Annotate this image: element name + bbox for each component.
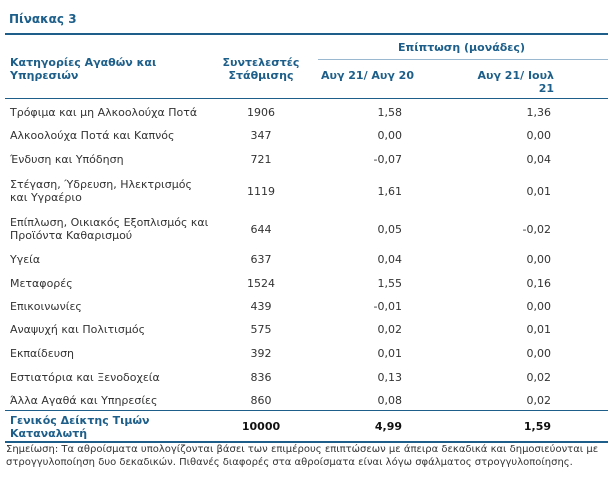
row-impact-yoy: 0,13 [377, 370, 402, 384]
row-category: Επίπλωση, Οικιακός Εξοπλισμός και Προϊόντα Καθαρισμού [10, 216, 209, 242]
row-category: Μεταφορές [10, 276, 73, 290]
row-impact-yoy: -0,01 [373, 299, 402, 313]
header-col1: Αυγ 21/ Αυγ 20 [321, 69, 414, 82]
total-weight: 10000 [241, 420, 281, 433]
table-title: Πίνακας 3 [9, 12, 77, 26]
row-impact-mom: 1,36 [526, 105, 551, 119]
row-impact-yoy: 0,02 [377, 322, 402, 336]
table-row [0, 295, 616, 317]
total-category: Γενικός Δείκτης Τιμών Καταναλωτή [10, 413, 150, 440]
row-weight: 721 [250, 152, 272, 166]
row-impact-yoy: 0,08 [377, 393, 402, 407]
row-category: Αλκοολούχα Ποτά και Καπνός [10, 128, 175, 142]
row-impact-mom: 0,02 [526, 370, 551, 384]
row-weight: 1906 [247, 105, 275, 119]
row-impact-mom: 0,00 [526, 346, 551, 360]
row-weight: 836 [250, 370, 272, 384]
footnote: Σημείωση: Τα αθροίσματα υπολογίζονται βάσει των επιμέρους επιπτώσεων με άπειρα δεκαδικά και δημοσιεύονται με στρογγυλοποίηση δυο δεκαδικών. Πιθανές διαφορές στα αθροίσματα είναι λόγω σφάλματος στρογγυλοποίησης. [6, 444, 599, 468]
total-impact-yoy: 4,99 [374, 420, 402, 433]
row-impact-mom: 0,00 [526, 299, 551, 313]
row-impact-mom: 0,01 [526, 322, 551, 336]
row-weight: 347 [250, 128, 272, 142]
row-impact-mom: 0,16 [526, 276, 551, 290]
row-impact-yoy: 0,00 [377, 128, 402, 142]
table-row [0, 342, 616, 364]
table-row [0, 148, 616, 170]
total-rule [5, 410, 608, 411]
table-row [0, 101, 616, 123]
row-impact-yoy: 0,04 [377, 252, 402, 266]
row-weight: 644 [250, 222, 272, 236]
table-row [0, 318, 616, 340]
row-category: Στέγαση, Ύδρευση, Ηλεκτρισμός και Υγραέριο [10, 178, 192, 204]
row-category: Υγεία [10, 252, 41, 266]
row-impact-mom: 0,01 [526, 184, 551, 198]
total-row [0, 412, 616, 441]
table-row [0, 272, 616, 294]
total-impact-mom: 1,59 [523, 420, 551, 433]
row-category: Τρόφιμα και μη Αλκοολούχα Ποτά [10, 105, 198, 119]
impact-rule [318, 59, 608, 60]
header-col2: Αυγ 21/ Ιουλ 21 [477, 69, 554, 95]
table-row [0, 211, 616, 247]
row-category: Επικοινωνίες [10, 299, 82, 313]
row-weight: 439 [250, 299, 272, 313]
table-row [0, 248, 616, 270]
table-row [0, 366, 616, 388]
row-impact-mom: -0,02 [522, 222, 551, 236]
row-impact-yoy: 1,55 [377, 276, 402, 290]
header-rule [5, 98, 608, 99]
row-weight: 1524 [247, 276, 275, 290]
row-weight: 637 [250, 252, 272, 266]
row-impact-yoy: 0,01 [377, 346, 402, 360]
row-impact-yoy: 1,58 [377, 105, 402, 119]
row-impact-yoy: 1,61 [377, 184, 402, 198]
row-weight: 575 [250, 322, 272, 336]
row-category: Άλλα Αγαθά και Υπηρεσίες [10, 393, 158, 407]
row-category: Εστιατόρια και Ξενοδοχεία [10, 370, 160, 384]
row-impact-yoy: 0,05 [377, 222, 402, 236]
table-row [0, 389, 616, 411]
header-weights: Συντελεστές Στάθμισης [222, 56, 300, 82]
row-impact-mom: 0,04 [526, 152, 551, 166]
header-category: Κατηγορίες Αγαθών και Υπηρεσιών [10, 56, 157, 82]
row-impact-mom: 0,02 [526, 393, 551, 407]
table-row [0, 124, 616, 146]
top-rule [5, 33, 608, 35]
row-impact-yoy: -0,07 [373, 152, 402, 166]
row-impact-mom: 0,00 [526, 252, 551, 266]
row-category: Εκπαίδευση [10, 346, 75, 360]
row-category: Αναψυχή και Πολιτισμός [10, 322, 146, 336]
row-category: Ένδυση και Υπόδηση [10, 152, 124, 166]
header-impact: Επίπτωση (μονάδες) [398, 41, 525, 54]
row-weight: 392 [250, 346, 272, 360]
table-row [0, 173, 616, 209]
row-weight: 1119 [247, 184, 275, 198]
row-impact-mom: 0,00 [526, 128, 551, 142]
row-weight: 860 [250, 393, 272, 407]
